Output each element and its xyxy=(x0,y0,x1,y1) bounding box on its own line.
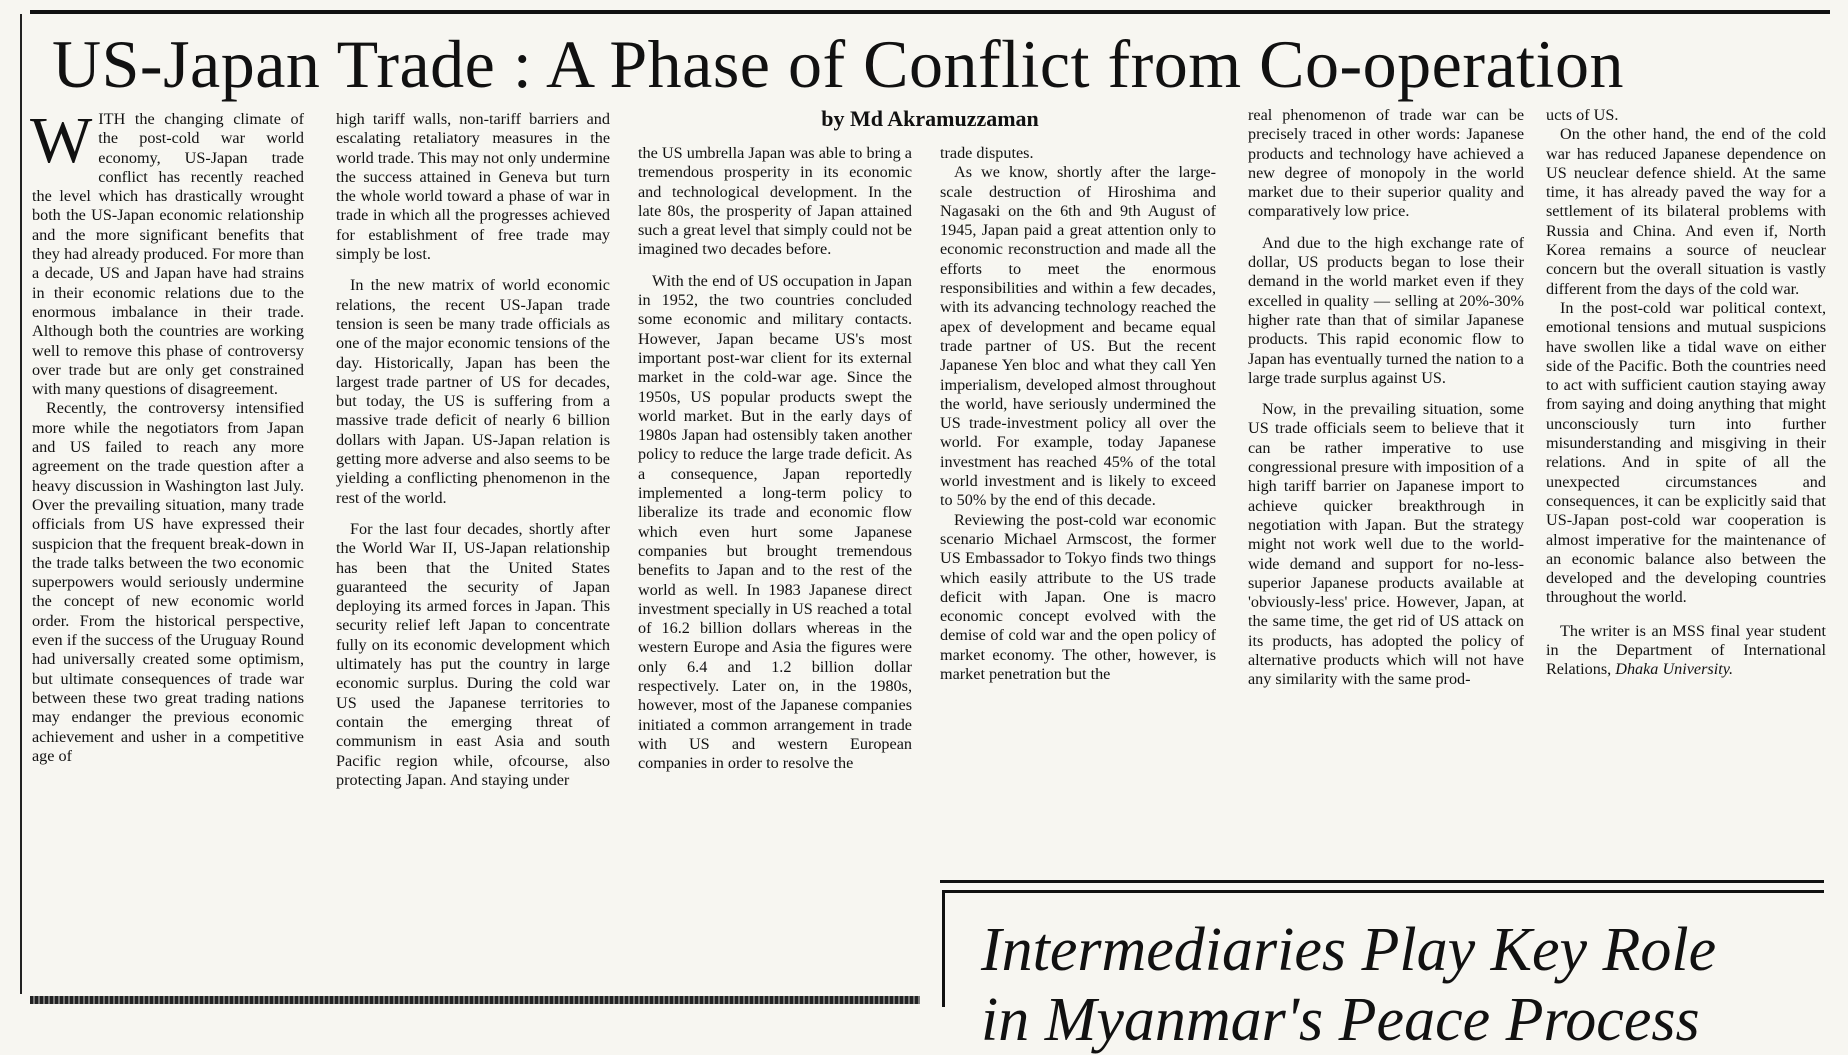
top-rule xyxy=(30,10,1830,14)
author-credit: The writer is an MSS final year student in the Department of International Relations, Dhaka University. xyxy=(1546,621,1826,679)
left-column-rule xyxy=(20,14,22,994)
article-paragraph: Reviewing the post-cold war economic scenario Michael Armscost, the former US Embassador to Tokyo finds two things which easily attribute to the US trade deficit with Japan. One is macro economic concept evolved with the demise of cold war and the open policy of market economy. The other, however, is market penetration but the xyxy=(940,510,1216,684)
next-article-box xyxy=(942,890,1824,1054)
article-paragraph: real phenomenon of trade war can be precisely traced in other words: Japanese products and technology have achieved a new degree of monopoly in the world market due to their superior quality and comparatively low price. xyxy=(1248,106,1524,221)
byline: by Md Akramuzzaman xyxy=(821,106,1039,131)
article-paragraph: the US umbrella Japan was able to bring a tremendous prosperity in its economic and technological development. In the late 80s, the prosperity of Japan attained such a great level that simply could not be imagined two decades before. xyxy=(638,144,912,259)
article-paragraph: And due to the high exchange rate of dollar, US products began to lose their demand in the world market even if they excelled in quality — selling at 20%-30% higher rate than that of similar Japanese products. This rapid economic flow to Japan has eventually turned the nation to a large trade surplus against US. xyxy=(1248,233,1524,387)
article-paragraph: trade disputes. xyxy=(940,144,1034,162)
article-paragraph: high tariff walls, non-tariff barriers and escalating retaliatory measures in the world trade. This may not only undermine the success attained in Geneva but turn the whole world toward a phase of war in trade in which all the progresses achieved for establishment of free trade may simply be lost. xyxy=(336,110,610,264)
article-column-2 xyxy=(336,110,610,980)
article-paragraph: With the end of US occupation in Japan in 1952, the two countries concluded some economic and military contacts. However, Japan became US's most important post-war client for its external market in the cold-war age. Since the 1950s, US popular products swept the world market. But in the early days of 1980s Japan had ostensibly taken another policy to reduce the large trade deficit. As a consequence, Japan reportedly implemented a long-term policy to liberalize its trade and economic flow which even hurt some Japanese companies but brought tremendous benefits to Japan and to the rest of the world as well. In 1983 Japanese direct investment specially in US reached a total of 16.2 billion dollars whereas in the western Europe and Asia the figures were only 6.4 and 1.2 billion dollar respectively. Later on, in the 1980s, however, most of the Japanese companies initiated a common arrangement in trade with US and western European companies in order to resolve the xyxy=(638,271,912,773)
article-paragraph: In the new matrix of world economic relations, the recent US-Japan trade tension is seen be many trade officials as one of the major economic tensions of the day. Historically, Japan has been the largest trade partner of US for decades, but today, the US is suffering from a massive trade deficit of nearly 6 billion dollars with Japan. US-Japan relation is getting more adverse and also seems to be yielding a conflicting phenomenon in the rest of the world. xyxy=(336,276,610,507)
next-article-headline: Intermediaries Play Key Role in Myanmar's Peace Process xyxy=(981,916,1717,1054)
article-paragraph: On the other hand, the end of the cold war has reduced Japanese dependence on US neuclear defence shield. At the same time, it has already paved the way for a settlement of its bilateral problems with Russia and China. And even if, North Korea remains a source of neuclear concern but the overall situation is vastly different from the days of the cold war. xyxy=(1546,125,1826,298)
article-paragraph: WITH the changing climate of the post-cold war world economy, US-Japan trade conflict has recently reached the level which has drastically wrought both the US-Japan economic relationship and the more significant benefits that they had already produced. For more than a decade, US and Japan have had strains in their economic relations due to the enormous imbalance in their trade. Although both the countries are working well to remove this phase of controversy over trade but are only get constrained with many questions of disagreement. xyxy=(30,104,304,399)
article-column-4 xyxy=(940,144,1216,864)
article-column-1 xyxy=(30,104,304,980)
article-paragraph: For the last four decades, shortly after the World War II, US-Japan relationship has been that the United States guaranteed the security of Japan deploying its armed forces in Japan. This security relief left Japan to concentrate fully on its economic development which ultimately has put the country in large economic surplus. During the cold war US used the Japanese territories to contain the emerging threat of communism in east Asia and south Pacific region while, ofcourse, also protecting Japan. And staying under xyxy=(336,519,610,789)
bottom-rule xyxy=(30,996,920,1004)
clipped-previous-article-line xyxy=(30,0,1830,10)
article-paragraph: As we know, shortly after the large-scale destruction of Hiroshima and Nagasaki on the 6th and 9th August of 1945, Japan paid a great attention only to economic reconstruction and made all the efforts to meet the enormous responsibilities and within a few decades, with its advancing technology reached the apex of development and became equal trade partner of US. But the recent Japanese Yen bloc and what they call Yen imperialism, developed almost throughout the world, have seriously undermined the US trade-investment policy all over the world. For example, today Japanese investment has reached 45% of the total world investment and is likely to exceed to 50% by the end of this decade. xyxy=(940,163,1216,510)
article-column-6 xyxy=(1546,106,1826,876)
drop-cap: W xyxy=(30,104,93,177)
article-paragraph: Recently, the controversy intensified more while the negotiators from Japan and US failed to reach any more agreement on the trade question after a heavy discussion in Washington last July. Over the prevailing situation, many trade officials from US have expressed their suspicion that the frequent break-down in the trade talks between the two economic superpowers would seriously undermine the concept of new economic world order. From the historical perspective, even if the success of the Uruguay Round had universally created some optimism, but ultimate consequences of trade war between these two great trading nations may endanger the previous economic achievement and usher in a competitive age of xyxy=(32,399,304,765)
article-paragraph: In the post-cold war political context, emotional tensions and mutual suspicions have swollen like a tidal wave on either side of the Pacific. Both the countries need to act with sufficient caution staying away from saying and doing anything that might unconsciously turn into further misunderstanding and misgiving in their relations. And in spite of all the unexpected circumstances and consequences, it can be explicitly said that US-Japan post-cold war cooperation is almost imperative for the maintenance of an economic balance also between the developed and the developing countries throughout the world. xyxy=(1546,298,1826,607)
article-end-rule xyxy=(940,880,1824,883)
article-paragraph: Now, in the prevailing situation, some US trade officials seem to believe that it can be rather imperative to use congressional presure with imposition of a high tariff barrier on Japanese import to achieve quicker breakthrough in negotiation with Japan. But the strategy might not work well due to the world-wide demand and support for no-less-superior Japanese products available at 'obviously-less' price. However, Japan, at the same time, the get rid of US attack on its products, has adopted the policy of alternative products which will not have any similarity with the same prod- xyxy=(1248,400,1524,689)
article-column-3 xyxy=(638,144,912,984)
article-headline: US-Japan Trade : A Phase of Conflict from Co-operation xyxy=(52,26,1624,102)
article-column-5 xyxy=(1248,106,1524,876)
article-paragraph: ucts of US. xyxy=(1546,106,1619,124)
